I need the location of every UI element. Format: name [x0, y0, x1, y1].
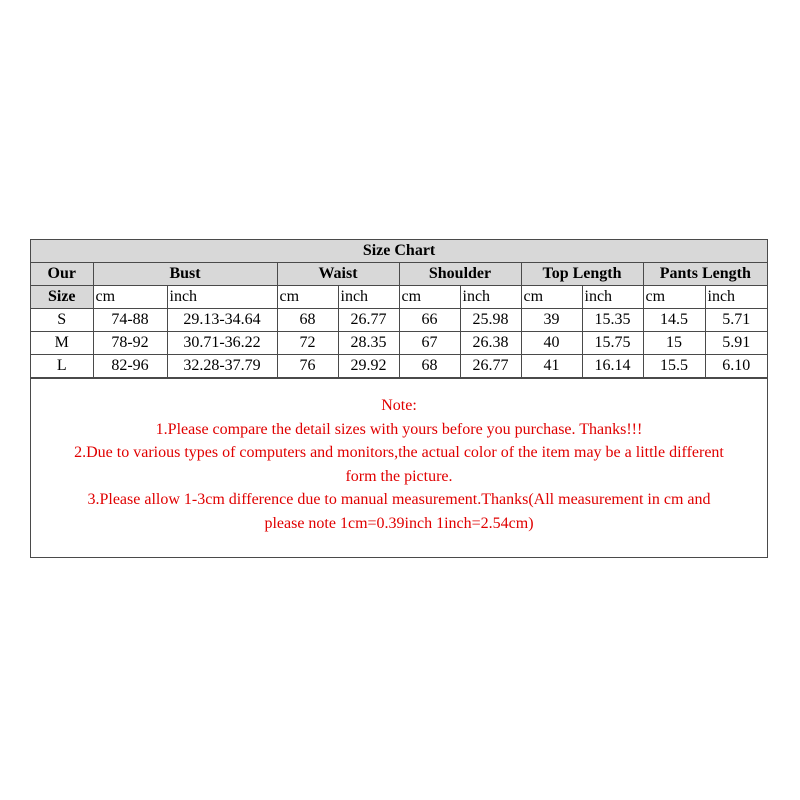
unit-inch: inch — [338, 286, 399, 309]
table-cell: 82-96 — [93, 355, 167, 378]
table-cell: 67 — [399, 332, 460, 355]
table-cell: 66 — [399, 309, 460, 332]
table-cell: 30.71-36.22 — [167, 332, 277, 355]
table-cell: 15.75 — [582, 332, 643, 355]
table-cell: 39 — [521, 309, 582, 332]
table-cell: 72 — [277, 332, 338, 355]
unit-cm: cm — [277, 286, 338, 309]
unit-inch: inch — [167, 286, 277, 309]
table-cell: 26.77 — [460, 355, 521, 378]
table-row — [31, 355, 767, 378]
note-line: form the picture. — [345, 467, 453, 485]
table-cell: 25.98 — [460, 309, 521, 332]
table-cell: 15.5 — [643, 355, 705, 378]
table-cell: 76 — [277, 355, 338, 378]
unit-inch: inch — [582, 286, 643, 309]
table-cell: 78-92 — [93, 332, 167, 355]
size-table — [31, 240, 767, 378]
table-cell: 5.71 — [705, 309, 767, 332]
table-cell: 15.35 — [582, 309, 643, 332]
unit-inch: inch — [460, 286, 521, 309]
table-cell: 28.35 — [338, 332, 399, 355]
group-header-pants-length: Pants Length — [643, 263, 767, 286]
size-label: M — [31, 332, 93, 355]
table-cell: 32.28-37.79 — [167, 355, 277, 378]
table-cell: 68 — [277, 309, 338, 332]
table-cell: 14.5 — [643, 309, 705, 332]
unit-cm: cm — [521, 286, 582, 309]
table-title: Size Chart — [31, 240, 767, 263]
note-line: 3.Please allow 1-3cm difference due to manual measurement.Thanks(All measurement in cm and — [87, 491, 711, 508]
unit-cm: cm — [93, 286, 167, 309]
unit-inch: inch — [705, 286, 767, 309]
size-chart — [30, 239, 768, 558]
note-line: 1.Please compare the detail sizes with yours before you purchase. Thanks!!! — [155, 420, 643, 438]
note-line: 2.Due to various types of computers and monitors,the actual color of the item may be a little different — [74, 444, 724, 461]
table-cell: 41 — [521, 355, 582, 378]
notes-section — [31, 378, 767, 557]
unit-cm: cm — [399, 286, 460, 309]
table-cell: 6.10 — [705, 355, 767, 378]
table-cell: 26.77 — [338, 309, 399, 332]
table-cell: 26.38 — [460, 332, 521, 355]
group-header-shoulder: Shoulder — [399, 263, 521, 286]
table-cell: 68 — [399, 355, 460, 378]
table-row — [31, 332, 767, 355]
group-header-top-length: Top Length — [521, 263, 643, 286]
note-line: please note 1cm=0.39inch 1inch=2.54cm) — [264, 514, 534, 532]
table-cell: 29.13-34.64 — [167, 309, 277, 332]
table-cell: 5.91 — [705, 332, 767, 355]
size-label: S — [31, 309, 93, 332]
table-cell: 15 — [643, 332, 705, 355]
group-header-bust: Bust — [93, 263, 277, 286]
table-cell: 40 — [521, 332, 582, 355]
table-cell: 74-88 — [93, 309, 167, 332]
table-cell: 29.92 — [338, 355, 399, 378]
table-row — [31, 309, 767, 332]
size-header-bottom: Size — [31, 286, 93, 309]
unit-cm: cm — [643, 286, 705, 309]
size-label: L — [31, 355, 93, 378]
notes-heading: Note: — [381, 397, 417, 414]
group-header-waist: Waist — [277, 263, 399, 286]
size-header-top: Our — [31, 263, 93, 286]
table-cell: 16.14 — [582, 355, 643, 378]
